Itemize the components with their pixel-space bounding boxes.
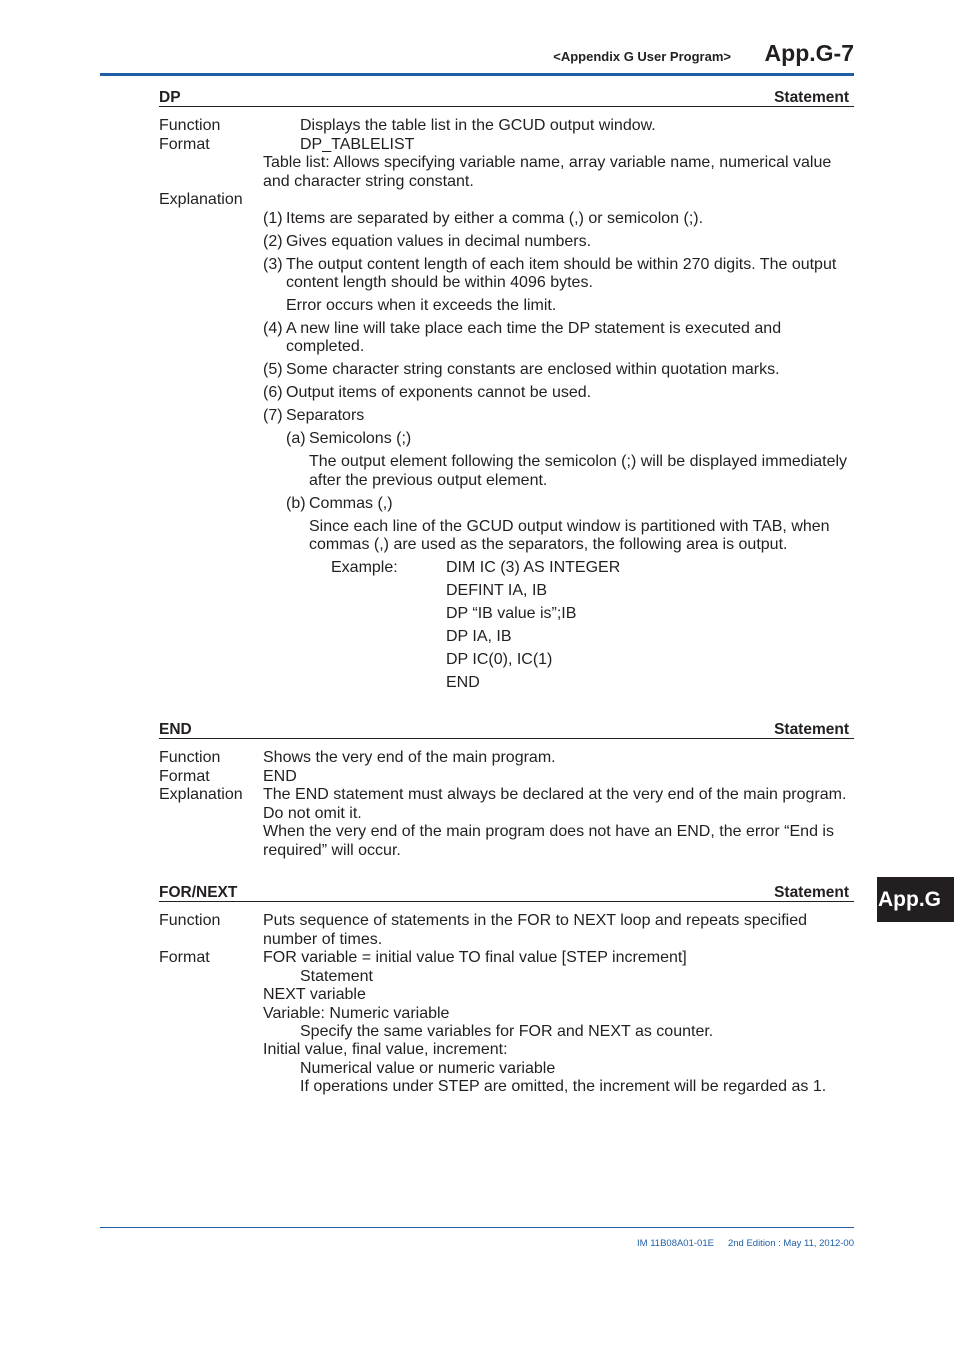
section-name: FOR/NEXT bbox=[159, 884, 238, 901]
end-explanation-line: Do not omit it. bbox=[263, 805, 362, 822]
section-type: Statement bbox=[774, 884, 849, 901]
fornext-format-line: Statement bbox=[300, 968, 373, 985]
sub-item-text: commas (,) are used as the separators, the following area is output. bbox=[309, 536, 788, 553]
end-function-text: Shows the very end of the main program. bbox=[263, 749, 556, 766]
fornext-format-line: FOR variable = initial value TO final value [STEP increment] bbox=[263, 949, 687, 966]
list-item-text: Items are separated by either a comma (,) or semicolon (;). bbox=[286, 210, 704, 227]
label-explanation: Explanation bbox=[159, 191, 243, 208]
list-item-number: (6) bbox=[263, 384, 283, 401]
list-item-number: (5) bbox=[263, 361, 283, 378]
example-code-line: END bbox=[446, 674, 480, 691]
end-explanation-line: When the very end of the main program does not have an END, the error “End is bbox=[263, 823, 834, 840]
example-code-line: DP IA, IB bbox=[446, 628, 512, 645]
sub-item-text: Since each line of the GCUD output window is partitioned with TAB, when bbox=[309, 518, 830, 535]
running-header-chapter: <Appendix G User Program> bbox=[553, 49, 731, 64]
list-item-text: The output content length of each item should be within 270 digits. The output bbox=[286, 256, 837, 273]
example-code-line: DP “IB value is”;IB bbox=[446, 605, 577, 622]
list-item-number: (7) bbox=[263, 407, 283, 424]
label-function: Function bbox=[159, 117, 221, 134]
example-code-line: DEFINT IA, IB bbox=[446, 582, 548, 599]
list-item-text: completed. bbox=[286, 338, 365, 355]
page-number: App.G-7 bbox=[764, 40, 854, 66]
sub-item-number: (b) bbox=[286, 495, 306, 512]
footer-edition: 2nd Edition : May 11, 2012-00 bbox=[727, 1238, 854, 1249]
list-item-text: A new line will take place each time the DP statement is executed and bbox=[286, 320, 782, 337]
label-function: Function bbox=[159, 749, 221, 766]
section-heading-dp bbox=[159, 89, 854, 107]
header-rule bbox=[100, 73, 854, 76]
section-type: Statement bbox=[774, 89, 849, 106]
fornext-format-line: If operations under STEP are omitted, the increment will be regarded as 1. bbox=[300, 1078, 827, 1095]
list-item-number: (2) bbox=[263, 233, 283, 250]
footer-doc-id: IM 11B08A01-01E bbox=[637, 1238, 714, 1249]
label-format: Format bbox=[159, 949, 210, 966]
section-heading-end bbox=[159, 721, 854, 739]
appendix-side-tab: App.G bbox=[877, 877, 954, 922]
section-name: DP bbox=[159, 89, 181, 106]
list-item-text: Separators bbox=[286, 407, 365, 424]
list-item-text: Error occurs when it exceeds the limit. bbox=[286, 297, 557, 314]
sub-item-text: The output element following the semicolon (;) will be displayed immediately bbox=[309, 453, 848, 470]
sub-item-title: Commas (,) bbox=[309, 495, 393, 512]
label-format: Format bbox=[159, 768, 210, 785]
section-heading-fornext bbox=[159, 884, 854, 902]
list-item-number: (1) bbox=[263, 210, 283, 227]
fornext-format-line: Numerical value or numeric variable bbox=[300, 1060, 556, 1077]
fornext-function-line: number of times. bbox=[263, 931, 383, 948]
label-function: Function bbox=[159, 912, 221, 929]
end-explanation-line: required” will occur. bbox=[263, 842, 401, 859]
dp-table-list-line-2: and character string constant. bbox=[263, 173, 474, 190]
list-item-text: Some character string constants are enclosed within quotation marks. bbox=[286, 361, 780, 378]
label-format: Format bbox=[159, 136, 210, 153]
fornext-function-line: Puts sequence of statements in the FOR to NEXT loop and repeats specified bbox=[263, 912, 808, 929]
fornext-format-line: Variable: Numeric variable bbox=[263, 1005, 450, 1022]
sub-item-number: (a) bbox=[286, 430, 306, 447]
footer-rule bbox=[100, 1227, 854, 1228]
sub-item-title: Semicolons (;) bbox=[309, 430, 412, 447]
list-item-number: (3) bbox=[263, 256, 283, 273]
list-item-text: content length should be within 4096 bytes. bbox=[286, 274, 593, 291]
label-explanation: Explanation bbox=[159, 786, 243, 803]
section-name: END bbox=[159, 721, 192, 738]
dp-format-text: DP_TABLELIST bbox=[300, 136, 415, 153]
end-format-text: END bbox=[263, 768, 297, 785]
sub-item-text: after the previous output element. bbox=[309, 472, 548, 489]
dp-table-list-line-1: Table list: Allows specifying variable name, array variable name, numerical value bbox=[263, 154, 832, 171]
end-explanation-line: The END statement must always be declared at the very end of the main program. bbox=[263, 786, 847, 803]
list-item-text: Gives equation values in decimal numbers. bbox=[286, 233, 592, 250]
dp-function-text: Displays the table list in the GCUD output window. bbox=[300, 117, 656, 134]
list-item-text: Output items of exponents cannot be used. bbox=[286, 384, 592, 401]
list-item-number: (4) bbox=[263, 320, 283, 337]
example-code-line: DP IC(0), IC(1) bbox=[446, 651, 553, 668]
fornext-format-line: NEXT variable bbox=[263, 986, 366, 1003]
fornext-format-line: Initial value, final value, increment: bbox=[263, 1041, 508, 1058]
example-code-line: DIM IC (3) AS INTEGER bbox=[446, 559, 621, 576]
section-type: Statement bbox=[774, 721, 849, 738]
example-label: Example: bbox=[331, 559, 398, 576]
fornext-format-line: Specify the same variables for FOR and NEXT as counter. bbox=[300, 1023, 714, 1040]
footer bbox=[560, 1238, 854, 1249]
